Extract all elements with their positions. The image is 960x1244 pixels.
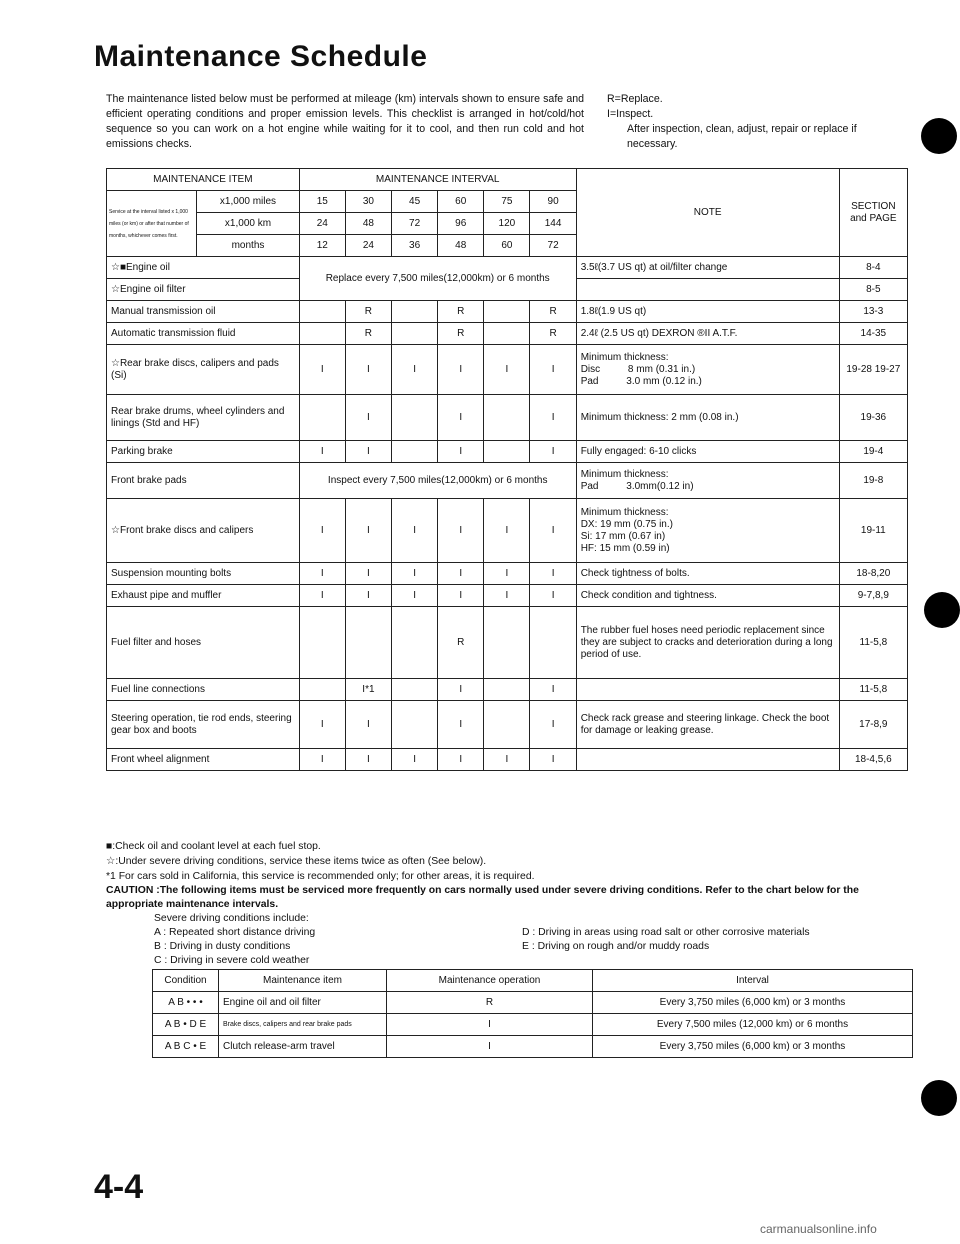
rear-disc-note — [576, 345, 839, 395]
note-line: HF: 15 mm (0.59 in) — [580, 542, 670, 554]
miles-cell: 75 — [484, 191, 530, 213]
km-cell: 72 — [392, 213, 438, 235]
sev-operation: R — [387, 992, 593, 1014]
caution-block — [106, 884, 918, 968]
mark: I — [438, 563, 484, 585]
item-steering: Steering operation, tie rod ends, steering gear box and boots — [107, 701, 300, 749]
mark: I — [438, 701, 484, 749]
mark: I — [530, 749, 576, 771]
note-line: Pad 3.0mm(0.12 in) — [580, 480, 694, 492]
mark: R — [438, 323, 484, 345]
km-cell: 24 — [299, 213, 345, 235]
footnotes — [106, 839, 535, 884]
mark: I — [438, 679, 484, 701]
note-line: DX: 19 mm (0.75 in.) — [580, 518, 673, 530]
exhaust-section: 9-7,8,9 — [839, 585, 907, 607]
km-cell: 96 — [438, 213, 484, 235]
watermark: carmanualsonline.info — [760, 1222, 877, 1236]
mark: I — [299, 749, 345, 771]
mark: I — [530, 563, 576, 585]
mark: R — [345, 323, 391, 345]
item-fuel-line: Fuel line connections — [107, 679, 300, 701]
item-rear-drum: Rear brake drums, wheel cylinders and linings (Std and HF) — [107, 395, 300, 441]
fuel-filter-section: 11-5,8 — [839, 607, 907, 679]
miles-cell: 45 — [392, 191, 438, 213]
table-row — [107, 701, 908, 749]
table-row — [107, 563, 908, 585]
front-pads-interval: Inspect every 7,500 miles(12,000km) or 6 months — [299, 463, 576, 499]
legend-inspect: I=Inspect. — [607, 108, 654, 120]
severe-conditions-table — [152, 969, 913, 1058]
km-label: x1,000 km — [197, 213, 299, 235]
mark: R — [530, 301, 576, 323]
sev-condition: A B C • E — [153, 1036, 219, 1058]
legend-after: After inspection, clean, adjust, repair or replace if necessary. — [627, 123, 857, 150]
note-line: Pad 3.0 mm (0.12 in.) — [580, 375, 702, 387]
front-disc-note — [576, 499, 839, 563]
engine-oil-interval: Replace every 7,500 miles(12,000km) or 6 months — [299, 257, 576, 301]
mark: I — [438, 499, 484, 563]
caution-text: The following items must be serviced more frequently on cars normally used under severe driving conditions. Refer to the chart below for the appropriate maintenance intervals. — [106, 885, 859, 910]
condition-a: A : Repeated short distance driving — [154, 927, 316, 938]
engine-oil-note: 3.5ℓ(3.7 US qt) at oil/filter change — [576, 257, 839, 279]
note-line: Minimum thickness: — [580, 468, 669, 480]
mark: I — [438, 441, 484, 463]
sev-item: Engine oil and oil filter — [219, 992, 387, 1014]
sev-interval: Every 3,750 miles (6,000 km) or 3 months — [593, 1036, 913, 1058]
mark: I — [392, 499, 438, 563]
mark: I — [438, 585, 484, 607]
mark: R — [438, 301, 484, 323]
legend-replace: R=Replace. — [607, 93, 663, 105]
sev-interval: Every 7,500 miles (12,000 km) or 6 months — [593, 1014, 913, 1036]
mark: I — [484, 585, 530, 607]
condition-b: B : Driving in dusty conditions — [154, 941, 291, 952]
mark: I — [484, 749, 530, 771]
table-row — [153, 992, 913, 1014]
mark: I — [345, 441, 391, 463]
table-row — [107, 607, 908, 679]
legend — [607, 92, 867, 152]
months-label: months — [197, 235, 299, 257]
mark: R — [438, 607, 484, 679]
sev-operation: I — [387, 1036, 593, 1058]
mark: I — [530, 585, 576, 607]
front-pads-note — [576, 463, 839, 499]
rear-drum-section: 19-36 — [839, 395, 907, 441]
header-item: MAINTENANCE ITEM — [107, 169, 300, 191]
alignment-section: 18-4,5,6 — [839, 749, 907, 771]
sev-header-condition: Condition — [153, 970, 219, 992]
fuel-filter-note: The rubber fuel hoses need periodic replacement since they are subject to cracks and deterioration during a long period of use. — [576, 607, 839, 679]
mark: I — [299, 441, 345, 463]
item-front-pads: Front brake pads — [107, 463, 300, 499]
mark: I — [392, 345, 438, 395]
page-number: 4-4 — [94, 1168, 144, 1206]
mark: I — [392, 749, 438, 771]
item-suspension: Suspension mounting bolts — [107, 563, 300, 585]
front-disc-section: 19-11 — [839, 499, 907, 563]
mark: I — [484, 499, 530, 563]
months-cell: 36 — [392, 235, 438, 257]
oil-filter-section: 8-5 — [839, 279, 907, 301]
mark: I — [345, 499, 391, 563]
suspension-section: 18-8,20 — [839, 563, 907, 585]
mark: I — [484, 563, 530, 585]
mark: I — [530, 679, 576, 701]
mark: I — [345, 395, 391, 441]
service-interval-note: Service at the interval listed x 1,000 miles (or km) or after that number of months, whichever comes first. — [107, 191, 197, 257]
mark: I — [392, 585, 438, 607]
table-row — [107, 345, 908, 395]
item-engine-oil: ☆■Engine oil — [107, 257, 300, 279]
sev-header-item: Maintenance item — [219, 970, 387, 992]
note-line: Minimum thickness: — [580, 351, 669, 363]
engine-oil-section: 8-4 — [839, 257, 907, 279]
mark: I — [345, 585, 391, 607]
header-note: NOTE — [576, 169, 839, 257]
mark: I — [345, 345, 391, 395]
page-title: Maintenance Schedule — [94, 40, 428, 73]
rear-disc-section: 19-28 19-27 — [839, 345, 907, 395]
table-row — [153, 1014, 913, 1036]
mark: I — [345, 563, 391, 585]
footnote-severe: ☆:Under severe driving conditions, service these items twice as often (See below). — [106, 856, 487, 867]
severe-include: Severe driving conditions include: — [154, 913, 309, 924]
miles-cell: 30 — [345, 191, 391, 213]
condition-c: C : Driving in severe cold weather — [154, 955, 310, 966]
mark: I — [530, 395, 576, 441]
sev-interval: Every 3,750 miles (6,000 km) or 3 months — [593, 992, 913, 1014]
miles-label: x1,000 miles — [197, 191, 299, 213]
mark: I — [438, 345, 484, 395]
miles-cell: 90 — [530, 191, 576, 213]
table-row — [107, 749, 908, 771]
fuel-line-section: 11-5,8 — [839, 679, 907, 701]
mark: R — [345, 301, 391, 323]
rear-drum-note: Minimum thickness: 2 mm (0.08 in.) — [576, 395, 839, 441]
mark: I — [438, 749, 484, 771]
oil-filter-note — [576, 279, 839, 301]
mark: I — [345, 701, 391, 749]
item-manual-trans: Manual transmission oil — [107, 301, 300, 323]
mark: I — [299, 345, 345, 395]
manual-trans-section: 13-3 — [839, 301, 907, 323]
sev-header-operation: Maintenance operation — [387, 970, 593, 992]
mark: I — [484, 345, 530, 395]
miles-cell: 60 — [438, 191, 484, 213]
sev-item: Brake discs, calipers and rear brake pads — [219, 1014, 387, 1036]
km-cell: 120 — [484, 213, 530, 235]
km-cell: 48 — [345, 213, 391, 235]
mark: I — [438, 395, 484, 441]
table-row — [107, 499, 908, 563]
mark: I*1 — [345, 679, 391, 701]
header-section: SECTION and PAGE — [839, 169, 907, 257]
steering-section: 17-8,9 — [839, 701, 907, 749]
table-row — [107, 301, 908, 323]
mark: I — [299, 499, 345, 563]
item-rear-disc: ☆Rear brake discs, calipers and pads (Si) — [107, 345, 300, 395]
manual-trans-note: 1.8ℓ(1.9 US qt) — [576, 301, 839, 323]
mark: R — [530, 323, 576, 345]
km-cell: 144 — [530, 213, 576, 235]
sev-item: Clutch release-arm travel — [219, 1036, 387, 1058]
suspension-note: Check tightness of bolts. — [576, 563, 839, 585]
table-row — [107, 585, 908, 607]
intro-paragraph: The maintenance listed below must be performed at mileage (km) intervals shown to ensure safe and efficient operating conditions and proper emission levels. This checklist is arranged in hot/cold/hot sequence so you can work on a hot engine while waiting for it to cool, and then run cold and hot emissions checks. — [106, 93, 584, 150]
binder-hole — [921, 118, 957, 154]
mark: I — [530, 441, 576, 463]
miles-cell: 15 — [299, 191, 345, 213]
table-row — [107, 441, 908, 463]
table-row — [107, 257, 908, 279]
item-parking: Parking brake — [107, 441, 300, 463]
item-front-disc: ☆Front brake discs and calipers — [107, 499, 300, 563]
months-cell: 48 — [438, 235, 484, 257]
mark: I — [530, 345, 576, 395]
sev-header-interval: Interval — [593, 970, 913, 992]
mark: I — [299, 701, 345, 749]
maintenance-schedule-table — [106, 168, 908, 771]
header-interval: MAINTENANCE INTERVAL — [299, 169, 576, 191]
front-pads-section: 19-8 — [839, 463, 907, 499]
auto-trans-note: 2.4ℓ (2.5 US qt) DEXRON ®II A.T.F. — [576, 323, 839, 345]
note-line: Disc 8 mm (0.31 in.) — [580, 363, 696, 375]
table-row — [153, 1036, 913, 1058]
months-cell: 72 — [530, 235, 576, 257]
exhaust-note: Check condition and tightness. — [576, 585, 839, 607]
caution-label: CAUTION : — [106, 885, 160, 896]
item-fuel-filter: Fuel filter and hoses — [107, 607, 300, 679]
months-cell: 12 — [299, 235, 345, 257]
severe-conditions — [106, 926, 918, 968]
table-row — [107, 679, 908, 701]
parking-note: Fully engaged: 6-10 clicks — [576, 441, 839, 463]
mark: I — [299, 585, 345, 607]
condition-e: E : Driving on rough and/or muddy roads — [522, 941, 710, 952]
months-cell: 60 — [484, 235, 530, 257]
sev-condition: A B • • • — [153, 992, 219, 1014]
note-line: Si: 17 mm (0.67 in) — [580, 530, 666, 542]
item-auto-trans: Automatic transmission fluid — [107, 323, 300, 345]
mark: I — [530, 701, 576, 749]
condition-d: D : Driving in areas using road salt or other corrosive materials — [522, 927, 810, 938]
table-row — [107, 463, 908, 499]
sev-condition: A B • D E — [153, 1014, 219, 1036]
item-exhaust: Exhaust pipe and muffler — [107, 585, 300, 607]
item-oil-filter: ☆Engine oil filter — [107, 279, 300, 301]
auto-trans-section: 14-35 — [839, 323, 907, 345]
item-alignment: Front wheel alignment — [107, 749, 300, 771]
mark: I — [299, 563, 345, 585]
binder-hole — [924, 592, 960, 628]
table-row — [107, 395, 908, 441]
footnote-check: ■:Check oil and coolant level at each fuel stop. — [106, 841, 321, 852]
steering-note: Check rack grease and steering linkage. Check the boot for damage or leaking grease. — [576, 701, 839, 749]
note-line: Minimum thickness: — [580, 506, 669, 518]
mark: I — [345, 749, 391, 771]
mark: I — [530, 499, 576, 563]
mark: I — [392, 563, 438, 585]
footnote-california: *1 For cars sold in California, this service is recommended only; for other areas, it is required. — [106, 871, 535, 882]
months-cell: 24 — [345, 235, 391, 257]
binder-hole — [921, 1080, 957, 1116]
sev-operation: I — [387, 1014, 593, 1036]
parking-section: 19-4 — [839, 441, 907, 463]
table-row — [107, 323, 908, 345]
